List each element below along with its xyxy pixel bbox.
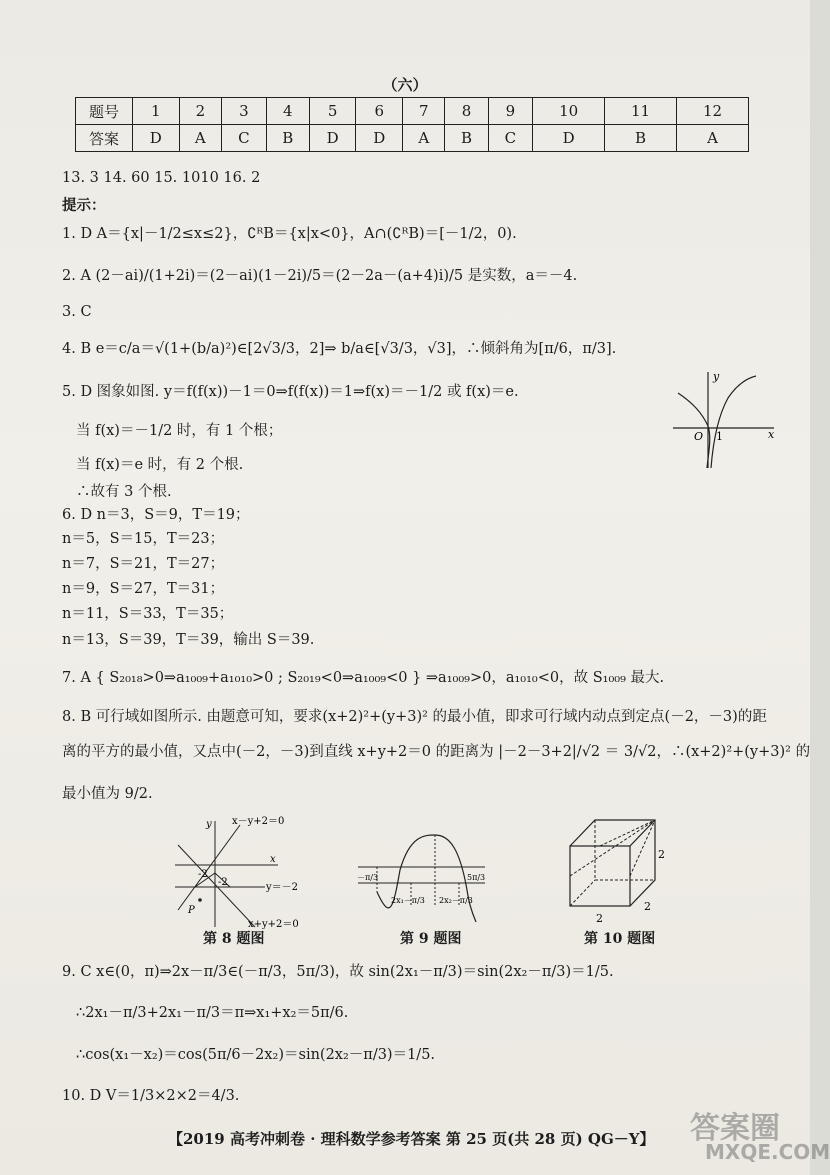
number-cell: 7 [403, 98, 445, 125]
answer-cell: A [403, 125, 445, 152]
fig10-caption: 第 10 题图 [584, 931, 656, 947]
diagonal [600, 820, 655, 846]
solution-9: 9. C x∈(0，π)⇒2x－π/3∈(－π/3，5π/3)，故 sin(2x₁－π/3)＝sin(2x₂－π/3)＝1/5. [62, 964, 614, 980]
label-a: －π/3 [357, 873, 379, 882]
answer-cell: D [133, 125, 180, 152]
label-c: 2x₁－π/3 [391, 896, 425, 905]
tick-minus-2-y: -2 [218, 877, 228, 888]
label-d: 2x₂－π/3 [439, 896, 473, 905]
solution-2: 2. A (2－ai)/(1+2i)＝(2－ai)(1－2i)/5＝(2－2a－(a+4)i)/5 是实数，a＝－4. [62, 268, 578, 284]
answer-table [75, 97, 749, 152]
hidden-edge [570, 880, 595, 906]
answer-cell: B [605, 125, 677, 152]
curve-right [711, 376, 756, 468]
solution-9-line-2: ∴2x₁－π/3+2x₁－π/3＝π⇒x₁+x₂＝5π/6. [76, 1005, 349, 1021]
line-x-minus-y [178, 825, 240, 910]
cube-edge [630, 820, 655, 846]
fig5-graph [668, 368, 778, 473]
solution-5-case-1: 当 f(x)＝－1/2 时，有 1 个根； [76, 423, 283, 439]
solution-6-step-6: n＝13，S＝39，T＝39，输出 S＝39. [62, 632, 315, 648]
answer-row [76, 125, 749, 152]
solution-8: 8. B 可行域如图所示. 由题意可知，要求(x+2)²+(y+3)² 的最小值，即求可行域内动点到定点(－2，－3)的距 [62, 709, 767, 725]
answer-cell: B [445, 125, 488, 152]
one-label: 1 [716, 430, 723, 443]
fig10-cube [560, 810, 670, 930]
edge-label-c: 2 [644, 900, 651, 913]
number-cell: 11 [605, 98, 677, 125]
solution-6-step-3: n＝7，S＝21，T＝27； [62, 556, 225, 572]
y-label: y [206, 819, 212, 830]
solution-6: 6. D n＝3，S＝9，T＝19； [62, 507, 250, 523]
number-cell: 5 [309, 98, 356, 125]
fig8-graph [170, 815, 300, 930]
answer-row-header: 答案 [76, 125, 133, 152]
solution-4: 4. B e＝c/a＝√(1+(b/a)²)∈[2√3/3，2]⇒ b/a∈[√3/3，√3]，∴倾斜角为[π/6，π/3]. [62, 341, 617, 357]
fig9-caption: 第 9 题图 [400, 931, 462, 947]
solution-6-step-4: n＝9，S＝27，T＝31； [62, 581, 225, 597]
solution-8-line-2: 离的平方的最小值，又点中(－2，－3)到直线 x+y+2＝0 的距离为 |－2－3+2|/√2 ＝ 3/√2，∴(x+2)²+(y+3)² 的 [62, 744, 811, 760]
solution-8-line-3: 最小值为 9/2. [62, 786, 153, 802]
watermark-logo: 答案圈 [690, 1111, 780, 1146]
solution-5: 5. D 图象如图. y＝f(f(x))－1＝0⇒f(f(x))＝1⇒f(x)＝－1/2 或 f(x)＝e. [62, 384, 519, 400]
number-cell: 12 [677, 98, 749, 125]
number-cell: 6 [356, 98, 403, 125]
section-title: （六） [382, 76, 428, 94]
answer-cell: D [533, 125, 605, 152]
line-label-1: x－y+2＝0 [232, 816, 285, 827]
hint-label: 提示： [62, 197, 106, 214]
y-label: y [713, 370, 720, 383]
answer-cell: B [266, 125, 309, 152]
fig8-caption: 第 8 题图 [203, 931, 265, 947]
sine-curve [377, 835, 476, 922]
solution-6-step-2: n＝5，S＝15，T＝23； [62, 531, 225, 547]
number-row [76, 98, 749, 125]
number-cell: 1 [133, 98, 180, 125]
tick-minus-2-x: -2 [198, 869, 208, 880]
fig9-graph [355, 830, 490, 925]
answer-cell: C [222, 125, 267, 152]
solution-6-step-5: n＝11，S＝33，T＝35； [62, 606, 234, 622]
number-cell: 8 [445, 98, 488, 125]
line-label-2: y＝－2 [266, 882, 299, 893]
point-p [198, 898, 202, 902]
solution-7: 7. A { S₂₀₁₈>0⇒a₁₀₀₉+a₁₀₁₀>0 ; S₂₀₁₉<0⇒a₁₀₀₉<0 } ⇒a₁₀₀₉>0，a₁₀₁₀<0，故 S₁₀₀₉ 最大. [62, 670, 665, 686]
p-label: P [188, 905, 195, 916]
solution-5-conclusion: ∴故有 3 个根. [76, 484, 172, 500]
solution-1: 1. D A＝{x|－1/2≤x≤2}，∁ᴿB＝{x|x<0}，A∩(∁ᴿB)＝[－1/2，0). [62, 226, 517, 242]
page-footer: 【2019 高考冲刺卷 · 理科数学参考答案 第 25 页(共 28 页) QG－Y】 [168, 1130, 655, 1148]
number-cell: 2 [179, 98, 221, 125]
line-label-3: x+y+2＝0 [248, 919, 299, 930]
answer-cell: D [309, 125, 356, 152]
solution-5-case-2: 当 f(x)＝e 时，有 2 个根. [76, 457, 244, 473]
solution-10: 10. D V＝1/3×2×2＝4/3. [62, 1088, 240, 1104]
edge-label-b: 2 [596, 912, 603, 925]
number-row-header: 题号 [76, 98, 133, 125]
solution-9-line-3: ∴cos(x₁－x₂)＝cos(5π/6－2x₂)＝sin(2x₂－π/3)＝1/5. [76, 1047, 436, 1063]
origin-label: O [694, 430, 704, 443]
x-label: x [768, 428, 775, 441]
watermark-url: MXQE.COM [705, 1140, 830, 1164]
number-cell: 3 [222, 98, 267, 125]
solution-3: 3. C [62, 304, 92, 320]
label-b: 5π/3 [467, 873, 486, 882]
answer-cell: A [677, 125, 749, 152]
x-label: x [270, 854, 276, 865]
answer-cell: C [488, 125, 533, 152]
number-cell: 4 [266, 98, 309, 125]
answer-cell: D [356, 125, 403, 152]
answer-cell: A [179, 125, 221, 152]
number-cell: 9 [488, 98, 533, 125]
fill-blank-answers: 13. 3 14. 60 15. 1010 16. 2 [62, 170, 261, 186]
number-cell: 10 [533, 98, 605, 125]
edge-label-a: 2 [658, 848, 665, 861]
